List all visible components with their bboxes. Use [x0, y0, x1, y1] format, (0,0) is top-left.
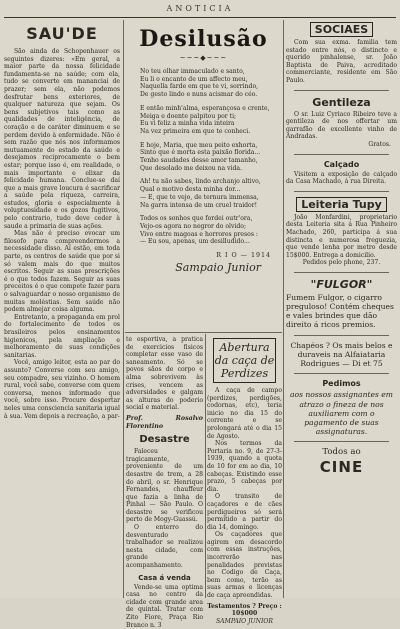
center-bottom-left: [126, 336, 203, 629]
divider: [294, 373, 389, 374]
saude-paragraph: Mas não é preciso evocar um filosofo para compreendermos a necessidade disso. Aí estão, em toda parte, os centros de saúde que por si só valem mais do que muitos escritos. Seguir as suas prescrições é o que todos fazem. Seguir as suas preceitos é o que compete fazer para o salvaguardar o nosso organismo de muitas moléstias. Sem saúde não podem almejar coisa alguma.: [4, 230, 120, 314]
saude-article: [4, 22, 120, 598]
calcado-title: Calçado: [323, 159, 360, 169]
masthead: ANOTICIA: [166, 4, 234, 13]
poem-line: — Eu sou, apenas, um desilludido...: [140, 238, 250, 246]
poem-line: Naquella farde em que te vi, sorrindo,: [140, 83, 259, 91]
poem-line: Eu li o encanto de um affecto meu,: [140, 75, 248, 83]
sociaes-text: Com sua exma. familia tem estado entre nós, o distincto e querido pinhalense, sr. João Baptista de Paiva, acreditado commerciante, residente em São Paulo.: [286, 39, 397, 84]
abertura-article: [207, 336, 282, 625]
poem-stanza: [140, 215, 281, 246]
poem-line: — E, que te vejo, de ternura immensa,: [140, 193, 259, 201]
leiteria-prices: Pedidos pelo phone, 237.: [302, 259, 381, 267]
todos-text: Todos ao: [322, 447, 361, 458]
ornament: ~~~◆~~~: [179, 54, 228, 62]
poem-line: Sinto que é morta esta paixão florida...: [140, 149, 261, 157]
poem-stanza: [140, 105, 281, 136]
desilusao-title: Desilusão: [139, 26, 268, 52]
calcado-text: Visitem a exposição de calçado da Casa Machado, á rua Direita.: [286, 170, 397, 186]
saude-continuation: te esportiva, a pratica de exercicios fisicos completar esse vaso de saneamento. Só se povos sãos de corpo e alma sobrevivem às crises, vencem as adversidades e galgam as alturas do poderio social e material.: [126, 336, 203, 412]
divider: [294, 335, 389, 336]
poem-line: Tenho saudades desse amor tamanho,: [140, 157, 258, 165]
poem-line: Eu vi feliz a minha vida inteira: [140, 120, 235, 128]
gentileza-text: O sr. Luiz Cyriaco Ribeiro teve a gentileza de nos offertar um garrafão de excellente vinho de Andradas.: [286, 110, 397, 141]
divider: [294, 90, 389, 91]
pedimos-text: aos nossos assignantes em atrazo o fineza de nos auxiliarem com o pagamento de suas assignaturas.: [289, 390, 394, 437]
saude-paragraph: Entretanto, a propaganda em prol do fortalecimento de todos os brasileiros pelos ensinamentos higienicos, pela ampliação e melhoramento de suas condições sanitarias.: [4, 313, 120, 359]
divider: [294, 191, 389, 192]
poem-stanza: [140, 142, 281, 173]
abertura-paragraph: O transito de caçadores e de cães perdigueiros só será permitido a partir do dia 14, domingo.: [207, 493, 282, 531]
abertura-signature: SAMPAIO JUNIOR: [216, 617, 273, 625]
divider: [294, 272, 389, 273]
gentileza-title: Gentileza: [312, 95, 371, 109]
poem-line: Vivo entre magoas e horrores presos :: [140, 230, 258, 238]
desastre-title: Desastre: [139, 434, 190, 446]
poem-line: Qual o motivo desta minha dor...: [140, 186, 241, 194]
cine-text: CINE: [319, 457, 364, 476]
casa-text: Vende-se uma optima casa no centro da cidade com grande area de quintal. Tratar com Zito Fiore, Praça Rio Branco n. 3: [126, 583, 203, 629]
fulgor-text: Fumem Fulgor, o cigarro preguloso! Contém cheques e vales brindes que dão direito á ricos premios.: [286, 292, 394, 330]
leiteria-text: João Monfardini, proprietario desta Leiteria sita á Rua Pinheiro Machado, 260, participa á sua distincta e numerosa freguezia, que vende lenha por metro desde 15$000. Entrega a domicilio.: [286, 213, 397, 259]
masthead-rule: [4, 17, 396, 18]
poem-place-date: R I O — 1914: [216, 252, 271, 260]
poem-stanza: [140, 68, 281, 99]
desilusao-poem: [126, 22, 281, 330]
poem-line: De gesto lindo e nuns acismar do céo.: [140, 91, 258, 99]
section-rule: [125, 332, 282, 333]
leiteria-title: [286, 197, 397, 212]
pedimos-title: Pedimos: [322, 379, 361, 389]
casa-title: Casa á venda: [138, 573, 191, 582]
abertura-note: Testamentos ? Preço : 10$000: [207, 602, 282, 618]
poem-line: Na vez primeira em que te conheci.: [140, 127, 251, 135]
poem-line: Todos os sonhos que fordei outr'ora,: [140, 215, 253, 223]
sociaes-title: [286, 22, 397, 37]
gentileza-thanks: Gratos.: [368, 140, 391, 148]
desastre-text: O enterro do desventurado trabalhador se realizou nesta cidade, com grande acompanhamento.: [126, 524, 203, 570]
column-divider: [205, 334, 206, 598]
column-divider: [283, 20, 284, 598]
right-column: [286, 20, 397, 598]
poem-line: Vejo-os agora no negror do olvido;: [140, 222, 247, 230]
poem-line: Que desolado me deixou na vida.: [140, 164, 242, 172]
desastre-text: Faleceu tragicamente, proveniente de um desastre de trem, a 28 do abril, o sr. Henrique Fernandes, chauffeur que fazia a linha de Pinhal — São Paulo. O desastre se verificou perto de Mogy-Guassú.: [126, 448, 203, 524]
sociaes-title-text: SOCIAES: [310, 22, 373, 37]
divider: [294, 441, 389, 442]
abertura-paragraph: A caça de campo (perdizes, perdigões, codornas, etc), teria inicio no dia 15 do corrente e se prolongará até o dia 15 de Agosto.: [207, 387, 282, 440]
fulgor-title: "FULGOR": [310, 277, 373, 291]
poem-line: No teu olhar immaculado e santo,: [140, 68, 245, 75]
poem-line: Ah! tu não sabes, lindo archanjo altivo,: [140, 178, 261, 186]
leiteria-title-text: Leiteria Tupy: [296, 197, 387, 212]
poem-signature: Sampaio Junior: [175, 261, 261, 275]
poem-line: E hoje, Maria, que meu peito exhorta,: [140, 141, 258, 149]
saude-paragraph: São ainda de Schopenhauer os seguintes dizeres: «Em geral, a maior parte da nossa felicidade fundamenta-se na saúde; com ela, tudo se converte em mananciai de prazer; sem ela, não podemos desfrutar bens exteriores, de qualquer natureza que sejam. Os bens subjetivos tais como as qualidades de inteligência, de coração e de caráter diminuem e se perdem devido à enfermidade. Não é sem razão que nós nos informamos mutuamente do estado da saúde e desejamos reciprocamente o bem estar; porque isso é, em realidade, o mais importante e elixar da felicidade humana. Conclue-se daí que a mais grave loucura é sacrificar a saúde pela riqueza, carreira, estudos, gloria e especialmente à voluptuosidade e os gozos fugitivos, pelo contrario, tudo deve ceder à saude a primaria de suas ações.: [4, 48, 120, 230]
chapeos-text: Chapéos ? Os mais belos e duraveis na Alfaiataria Rodrigues — Di et 75: [290, 340, 393, 369]
abertura-paragraph: Nos termos da Portaria no. 9, de 27-3-1939, quando a quota de 10 for em ao dia, 10 cabeças. Existindo esse prazo, 5 cabeças por dia.: [207, 440, 282, 493]
article-author: Prof. Rosalvo Florentino: [126, 414, 203, 430]
column-divider: [123, 20, 124, 598]
poem-stanza: [140, 178, 281, 209]
poem-body: [126, 68, 281, 246]
poem-line: Na garra intensa de um cruel traidor!: [140, 201, 258, 209]
saude-title: SAU'DE: [26, 24, 98, 43]
poem-line: Meiga e doente palpitou por ti;: [140, 112, 237, 120]
poem-line: E então minh'alma, esperançosa e crente,: [140, 104, 270, 112]
abertura-title: Abertura da caça de Perdizes: [213, 338, 276, 383]
saude-paragraph: Você, amigo leitor, esta ao par do assunto? Converse com seu amigo, seu compadre, seu vizinho. O homem rural, você sabe, converse com quem conversa, menos informado que você, sobre isso. Procure despertar neles uma consciencia sanitaria igual à sua. Vem depois a recreação, a par-: [4, 359, 120, 420]
divider: [294, 154, 389, 155]
abertura-paragraph: Os caçadores que agirem em desacordo com essas instruções, incorrerão nas penalidades previstas no Codigo de Caça, bem como, terão as suas armas e licenças de caça apreendidas.: [207, 531, 282, 600]
